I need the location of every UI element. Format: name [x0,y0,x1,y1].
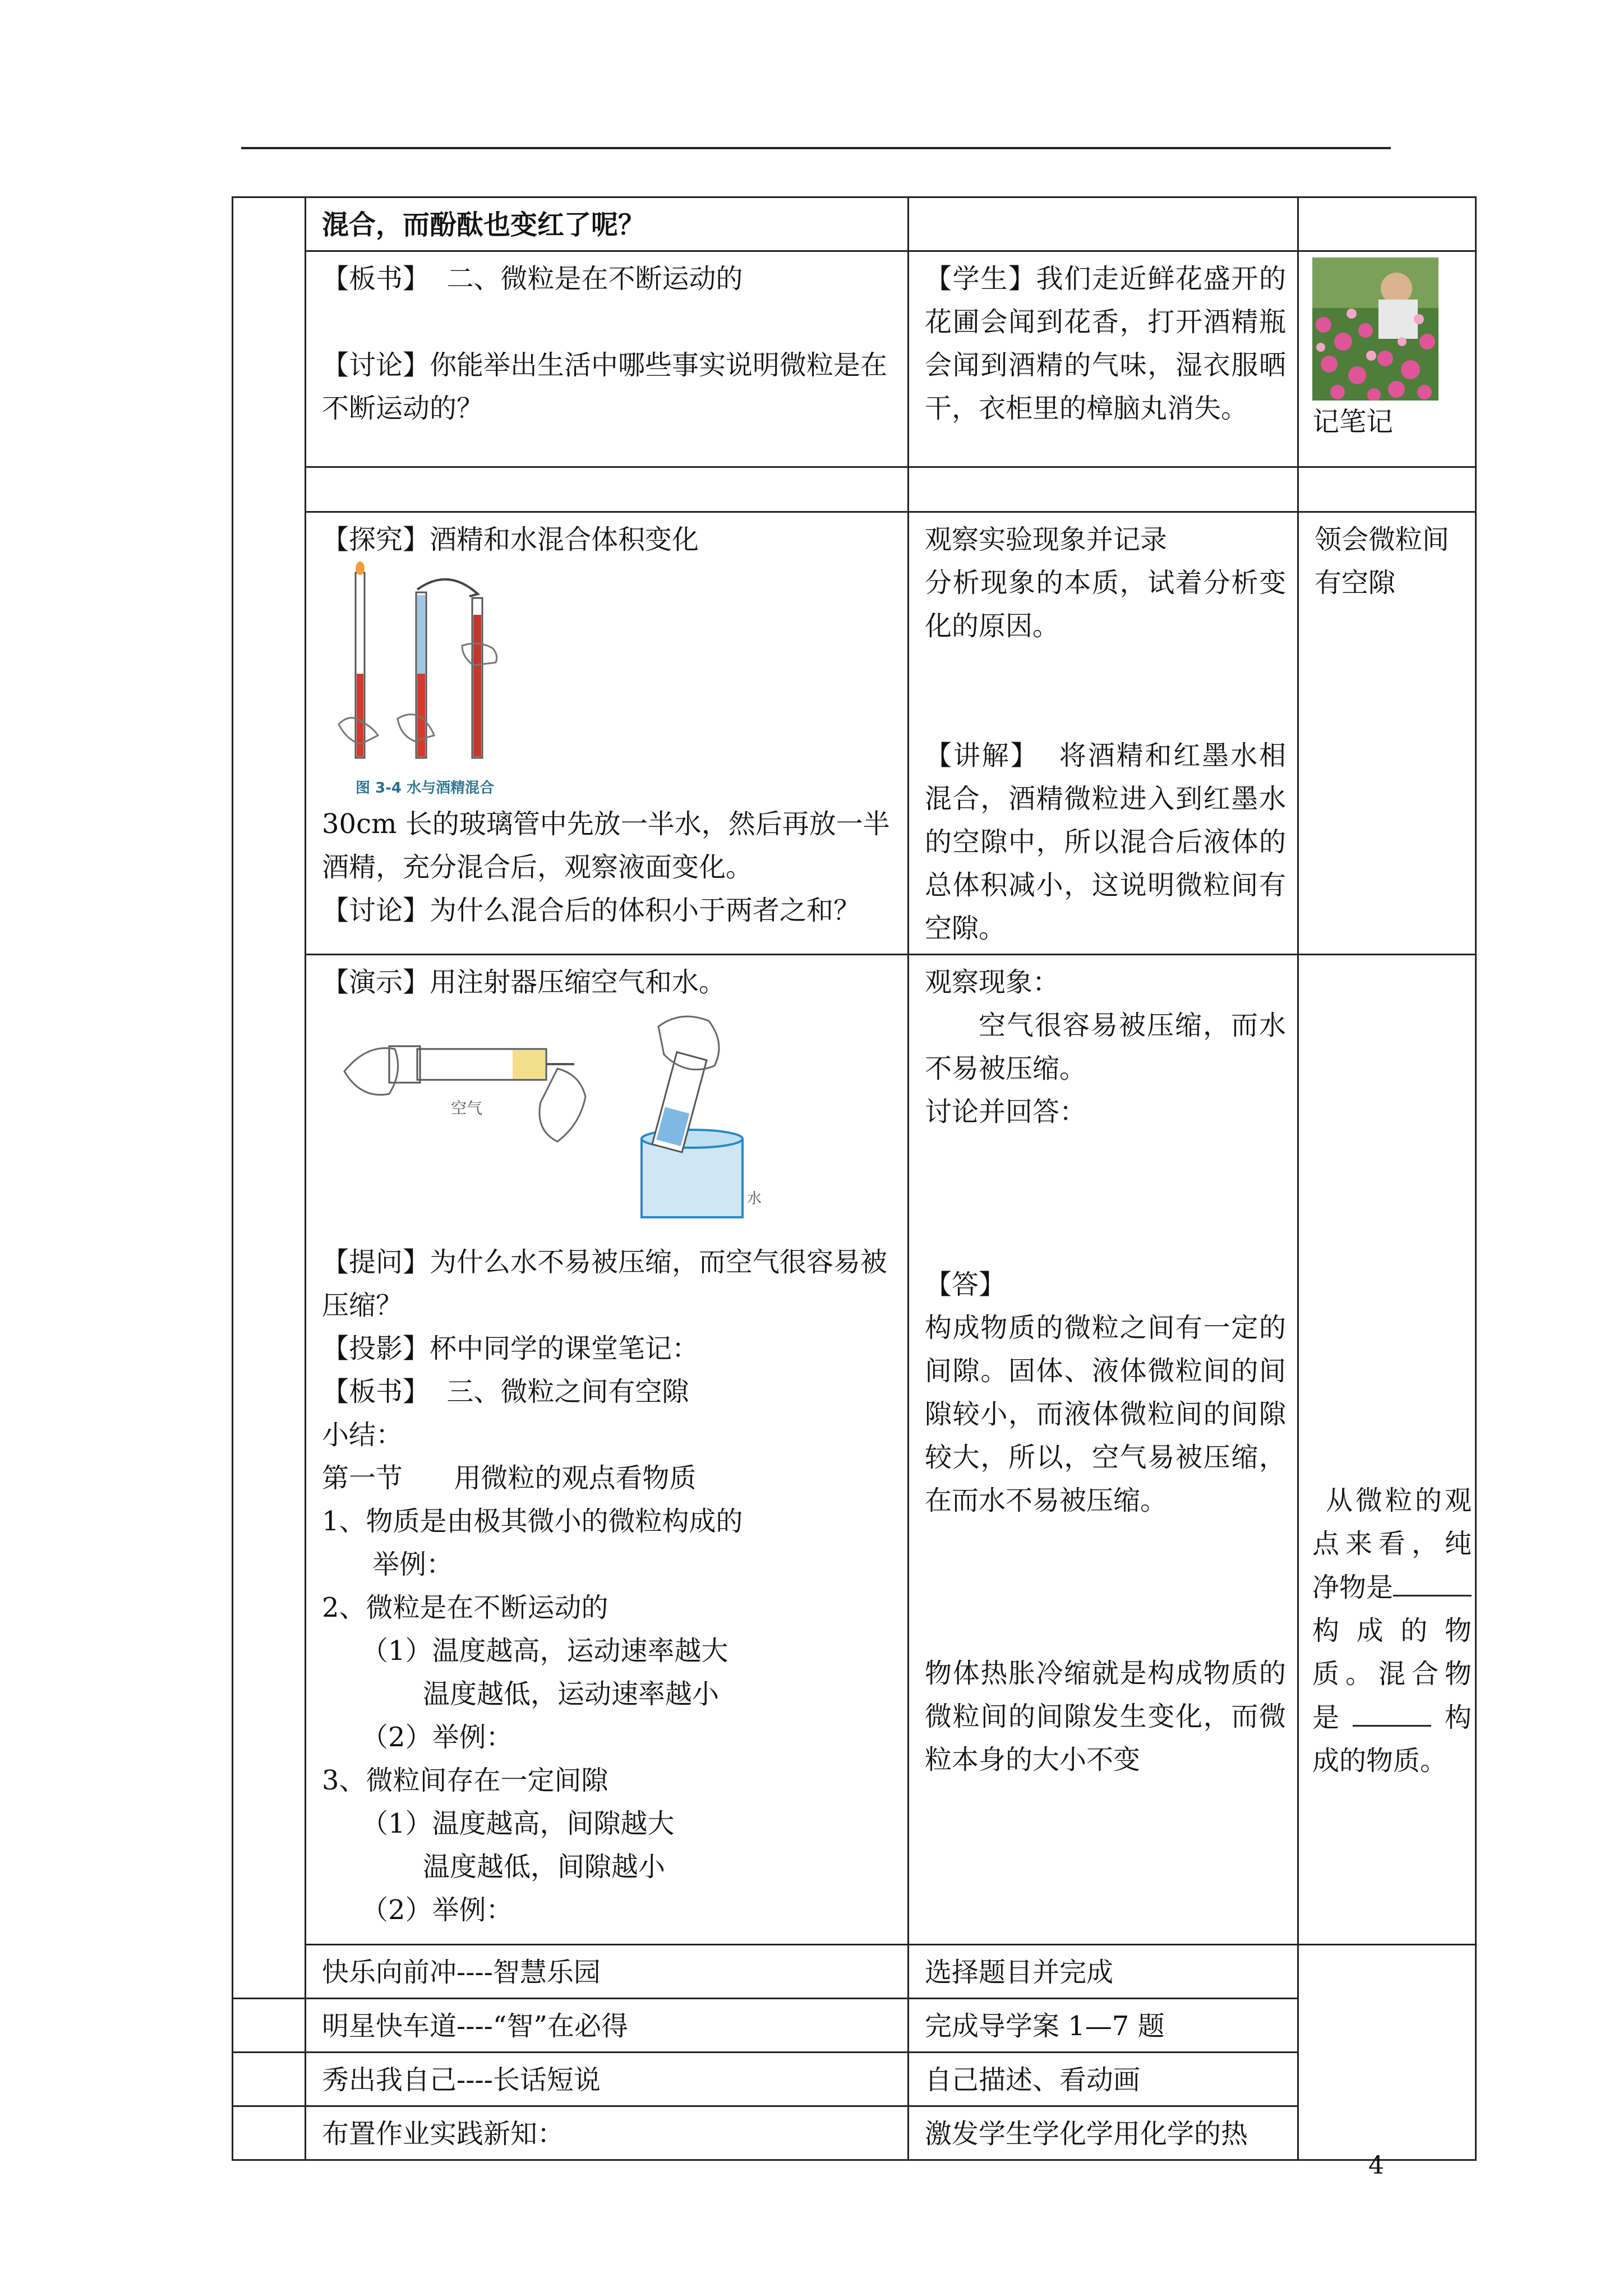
observe-instructions: 观察实验现象并记录 分析现象的本质，试着分析变化的原因。 [925,524,1286,642]
table-row [233,512,1476,955]
activity-desc-cell: 自己描述、看动画 [909,2053,1298,2106]
table-row [233,2106,1476,2160]
water-label: 水 [747,1190,762,1207]
row2-content [306,251,909,467]
question-prompt: 【提问】为什么水不易被压缩，而空气很容易被压缩？ [322,1246,888,1321]
left-margin-2 [233,1999,306,2053]
table-row [233,1999,1476,2053]
take-notes-text: 记笔记 [1312,406,1394,438]
activity-cell: 明星快车道----“智”在必得 [306,1999,909,2053]
table-row [233,955,1476,1945]
row3-mid [909,467,1298,512]
spacer [1312,961,1472,1479]
answer-text: 构成物质的微粒之间有一定的间隙。固体、液体微粒间的间隙较小，而液体微粒间的间隙较大，所以，空气易被压缩，在而水不易被压缩。 [925,1312,1286,1516]
point-2: 2、微粒是在不断运动的 [322,1592,608,1623]
teacher-explanation: 【讲解】 将酒精和红墨水相混合，酒精微粒进入到红墨水的空隙中，所以混合后液体的总体积减小，这说明微粒间有空隙。 [925,740,1286,944]
table-row [233,1945,1476,1999]
point-2-2: （2）举例： [361,1722,513,1753]
activity-desc-cell: 完成导学案 1—7 题 [909,1999,1298,2053]
bottom-right [1298,1945,1476,2160]
spacer [925,648,1286,734]
point-3-1a: （1）温度越高，间隙越大 [361,1808,675,1839]
answer-title: 【答】 [925,1269,1006,1300]
section-title: 第一节 用微粒的观点看物质 [322,1462,697,1494]
flower-garden-photo [1312,257,1438,401]
side-question-c: 构成的物质。 [1312,1702,1472,1777]
row4-observe [909,512,1298,955]
air-label: 空气 [451,1099,483,1117]
point-2-1a: （1）温度越高，运动速率越大 [361,1635,728,1667]
point-3: 3、微粒间存在一定间隙 [322,1765,608,1796]
syringe-compression-figure [333,1004,771,1228]
observation-title: 观察现象： [925,967,1060,998]
activity-cell: 秀出我自己----长话短说 [306,2053,909,2106]
experiment-description: 30cm 长的玻璃管中先放一半水，然后再放一半酒精，充分混合后，观察液面变化。 [322,808,890,883]
point-2-1b: 温度越低，运动速率越小 [423,1678,720,1710]
point-1: 1、物质是由极其微小的微粒构成的 [322,1506,743,1537]
projection-note: 【投影】杯中同学的课堂笔记： [322,1333,699,1364]
discussion-question: 【讨论】为什么混合后的体积小于两者之和？ [322,895,861,926]
left-margin-cell [233,197,306,1999]
discuss-answer-label: 讨论并回答： [925,1096,1087,1128]
activity-cell: 布置作业实践新知： [306,2106,909,2160]
spacer [925,1522,1286,1652]
activity-desc-cell: 选择题目并完成 [909,1945,1298,1999]
left-margin-4 [233,2106,306,2160]
row4-note [1298,512,1476,955]
left-margin-3 [233,2053,306,2106]
row2-note [1298,251,1476,467]
observation-text: 空气很容易被压缩，而水不易被压缩。 [925,1010,1286,1084]
row4-content [306,512,909,955]
row2-student [909,251,1298,467]
summary-label: 小结： [322,1419,403,1451]
activity-desc-cell: 激发学生学化学用化学的热 [909,2106,1298,2160]
page-number: 4 [1368,2151,1384,2180]
answer-blank-2[interactable] [1353,1696,1431,1727]
answer-blank-1[interactable] [1393,1566,1472,1596]
point-3-2: （2）举例： [361,1894,513,1926]
spacer [322,301,896,344]
point-3-1b: 温度越低，间隙越小 [423,1851,666,1883]
row1-text: 混合，而酚酞也变红了呢？ [322,209,645,241]
discussion-prompt: 【讨论】你能举出生活中哪些事实说明微粒是在不断运动的？ [322,349,888,424]
alcohol-water-mixing-figure [333,562,546,803]
demo-heading: 【演示】用注射器压缩空气和水。 [322,967,726,998]
row5-student [909,955,1298,1945]
table-row [233,2053,1476,2106]
row3-left [306,467,909,512]
row1-mid [909,197,1298,251]
row1-content [306,197,909,251]
point-1-example: 举例： [372,1549,454,1580]
lesson-plan-table [232,196,1477,2161]
row5-note [1298,955,1476,1945]
table-row [233,197,1476,251]
spacer [925,1134,1286,1263]
side-question-b: 构成的物质。混合物是 [1312,1615,1472,1733]
student-answer: 【学生】我们走近鲜花盛开的花圃会闻到花香，打开酒精瓶会闻到酒精的气味，湿衣服晒干，衣柜里的樟脑丸消失。 [925,263,1286,424]
side-question-a: 从微粒的观点来看，纯净物是 [1312,1485,1472,1603]
board-heading: 【板书】 二、微粒是在不断运动的 [322,263,743,295]
header-rule [241,147,1391,149]
figure-caption: 图 3-4 水与酒精混合 [356,780,495,797]
table-row [233,467,1476,512]
spacer [322,1228,896,1241]
understand-gap-text: 领会微粒间有空隙 [1315,524,1450,599]
row3-right [1298,467,1476,512]
board-heading-3: 【板书】 三、微粒之间有空隙 [322,1376,689,1407]
row1-right [1298,197,1476,251]
activity-cell: 快乐向前冲----智慧乐园 [306,1945,909,1999]
side-question [1312,1479,1472,1783]
row5-content [306,955,909,1945]
table-row [233,251,1476,467]
explore-heading: 【探究】酒精和水混合体积变化 [322,524,699,555]
thermal-expansion-text: 物体热胀冷缩就是构成物质的微粒间的间隙发生变化，而微粒本身的大小不变 [925,1658,1286,1775]
